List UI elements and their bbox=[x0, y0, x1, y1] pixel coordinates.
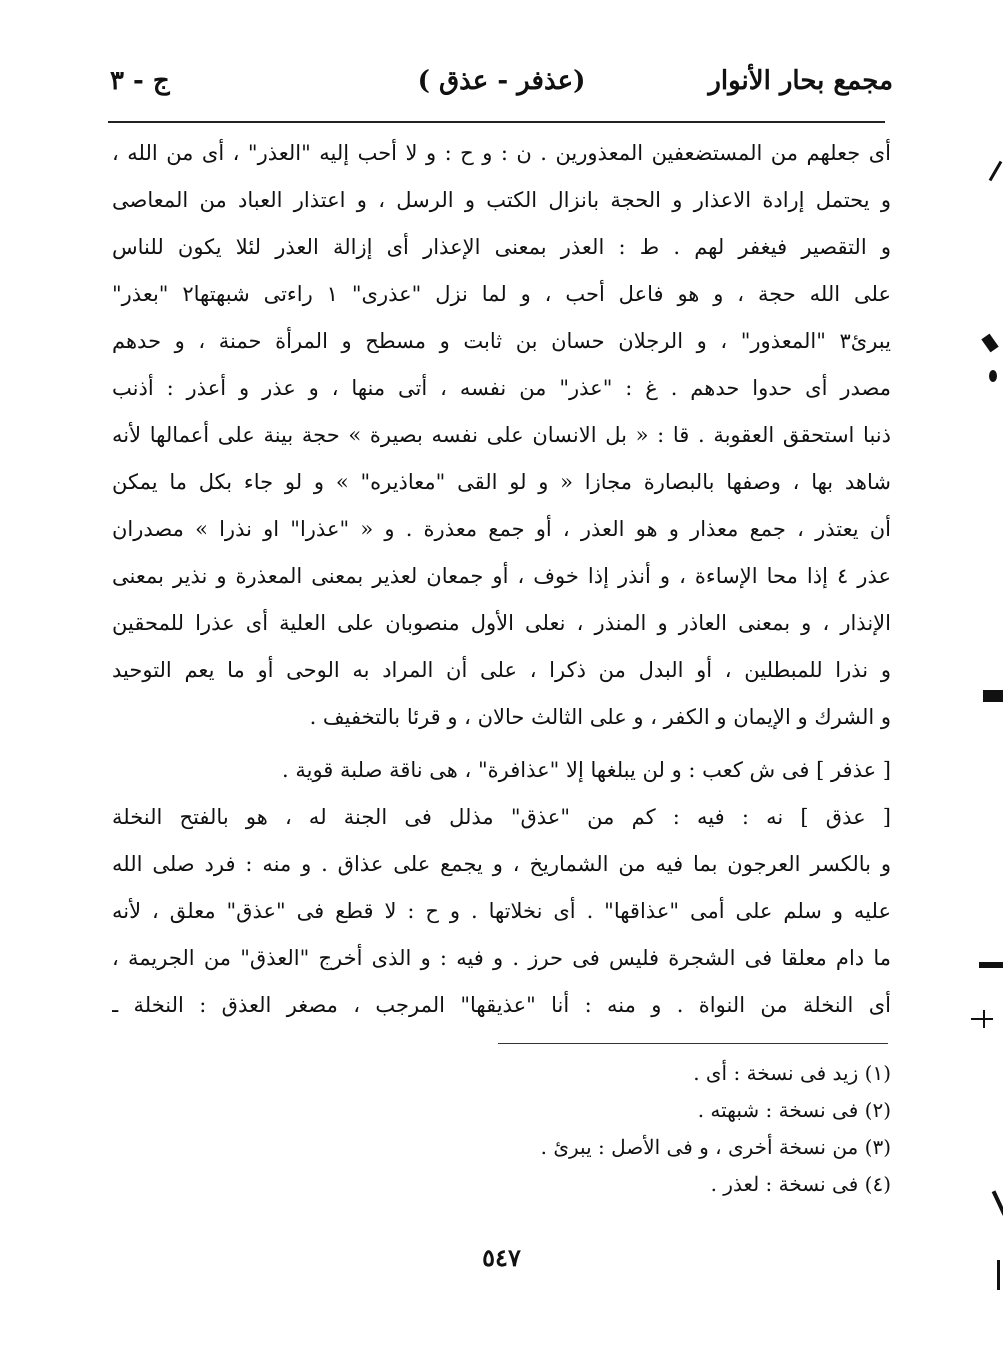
footnotes bbox=[391, 1055, 891, 1203]
entry-range: (عذفر - عذق ) bbox=[417, 66, 586, 96]
text-line: و التقصير فيغفر لهم . ط : العذر بمعنى الإعذار أى إزالة العذر لئلا يكون للناس bbox=[112, 235, 891, 259]
entry-line-adhq: [ عذق ] نه : فيه : كم من "عذق" مذلل فى الجنة له ، هو بالفتح النخلة bbox=[112, 805, 891, 829]
scan-speck bbox=[983, 690, 1003, 702]
text-line: على الله حجة ، و هو فاعل أحب ، و لما نزل "عذرى" ١ راءتى شبهتها٢ "بعذر" bbox=[112, 282, 891, 306]
text-line: عليه و سلم على أمى "عذاقها" . أى نخلاتها . و ح : لا قطع فى "عذق" معلق ، لأنه bbox=[112, 899, 891, 923]
page-number: ٥٤٧ bbox=[482, 1243, 521, 1272]
text-line: يبرئ٣ "المعذور" ، و الرجلان حسان بن ثابت و مسطح و المرأة حمنة ، و حدهم bbox=[112, 329, 891, 353]
running-header bbox=[110, 66, 893, 110]
text-line: و نذرا للمبطلين ، أو البدل من ذكرا ، على أن المراد به الوحى أو ما يعم التوحيد bbox=[112, 658, 891, 682]
footnote: (٢) فى نسخة : شبهته . bbox=[697, 1098, 891, 1122]
text-line: شاهد بها ، وصفها بالبصارة مجازا « و لو القى "معاذيره" » و لو جاء بكل ما يمكن bbox=[112, 470, 891, 494]
text-line: و الشرك و الإيمان و الكفر ، و على الثالث حالان ، و قرئا بالتخفيف . bbox=[309, 705, 891, 729]
text-line: و بالكسر العرجون بما فيه من الشماريخ ، و يجمع على عذاق . و منه : فرد صلى الله bbox=[112, 852, 891, 876]
book-title: مجمع بحار الأنوار bbox=[708, 66, 893, 96]
text-line: أى النخلة من النواة . و منه : أنا "عذيقها" المرجب ، مصغر العذق : النخلة ـ bbox=[112, 993, 891, 1017]
text-line: عذر ٤ إذا محا الإساءة ، و أنذر إذا خوف ، أو جمعان لعذير بمعنى المعذرة و نذير بمعنى bbox=[112, 564, 891, 588]
scan-speck bbox=[971, 1018, 993, 1020]
text-line: ذنبا استحقق العقوبة . قا : « بل الانسان على نفسه بصيرة » حجة بينة على أعمالها لأنه bbox=[112, 423, 891, 447]
footnote: (٣) من نسخة أخرى ، و فى الأصل : يبرئ . bbox=[540, 1135, 891, 1159]
main-text bbox=[112, 130, 891, 1029]
entry-line-adhfar: [ عذفر ] فى ش كعب : و لن يبلغها إلا "عذافرة" ، هى ناقة صلبة قوية . bbox=[282, 758, 891, 782]
scan-speck bbox=[983, 1010, 985, 1028]
scan-speck bbox=[981, 334, 998, 353]
header-rule bbox=[108, 121, 885, 123]
text-line: أن يعتذر ، جمع معذار و هو العذر ، أو جمع معذرة . و « "عذرا" او نذرا » مصدران bbox=[112, 517, 891, 541]
scan-speck bbox=[979, 962, 1003, 968]
footnote-rule bbox=[498, 1043, 888, 1044]
text-line: أى جعلهم من المستضعفين المعذورين . ن : و ح : و لا أحب إليه "العذر" ، أى من الله ، bbox=[112, 141, 891, 165]
footnote: (١) زيد فى نسخة : أى . bbox=[693, 1061, 891, 1085]
scan-speck bbox=[989, 161, 1003, 182]
text-line: مصدر أى حدوا حدهم . غ : "عذر" من نفسه ، أتى منها ، و عذر و أعذر : أذنب bbox=[112, 376, 891, 400]
scan-speck bbox=[992, 1190, 1003, 1215]
text-line: الإنذار ، و بمعنى العاذر و المنذر ، نعلى الأول منصوبان على العلية أى عذرا للمحقين bbox=[112, 611, 891, 635]
text-line: ما دام معلقا فى الشجرة فليس فى حرز . و فيه : و الذى أخرج "العذق" من الجريمة ، bbox=[112, 946, 891, 970]
volume-label: ج - ٣ bbox=[110, 66, 170, 96]
scan-speck bbox=[997, 1260, 1000, 1290]
scan-speck bbox=[989, 370, 997, 382]
text-line: و يحتمل إرادة الاعذار و الحجة بانزال الكتب و الرسل ، و اعتذار العباد من المعاصى bbox=[112, 188, 891, 212]
footnote: (٤) فى نسخة : لعذر . bbox=[710, 1172, 891, 1196]
